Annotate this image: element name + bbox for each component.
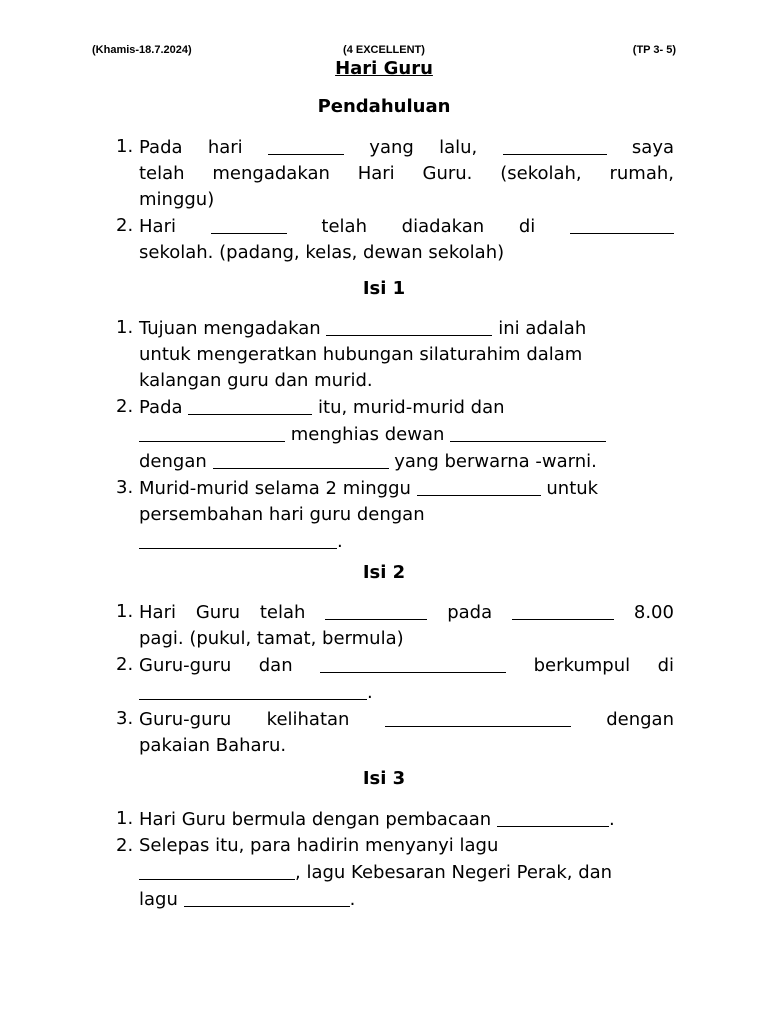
question-line: Guru-guru kelihatan dengan [139,706,674,733]
header-date: (Khamis-18.7.2024) [92,44,192,56]
question-line: persembahan hari guru dengan [139,504,425,525]
question-item [112,706,674,759]
answer-blank[interactable] [268,134,344,155]
header-tp: (TP 3- 5) [632,44,676,56]
question-item [112,315,674,394]
isi-3-list [112,806,674,913]
answer-blank[interactable] [450,421,606,442]
question-item [112,475,674,555]
answer-blank[interactable] [211,213,287,234]
pendahuluan-list [112,134,674,266]
question-line: menghias dewan [139,421,674,448]
question-line: Hari Guru bermula dengan pembacaan . [139,806,674,833]
answer-blank[interactable] [417,475,541,496]
header-level: (4 EXCELLENT) [343,44,425,56]
question-line: untuk mengeratkan hubungan silaturahim dalam [139,344,583,365]
question-item [112,394,674,475]
answer-blank[interactable] [326,315,492,336]
heading-isi-1: Isi 1 [362,278,406,299]
answer-blank[interactable] [385,706,571,727]
question-line: pakaian Baharu. [139,735,287,756]
question-item [112,806,674,833]
question-line: kalangan guru dan murid. [139,370,373,391]
question-item [112,833,674,913]
heading-isi-2: Isi 2 [362,562,406,583]
question-number: 1. [116,136,134,157]
question-line: . [139,679,674,706]
question-number: 1. [116,808,134,829]
answer-blank[interactable] [503,134,607,155]
question-number: 2. [116,654,134,675]
question-line: Murid-murid selama 2 minggu untuk [139,475,674,502]
answer-blank[interactable] [497,806,609,827]
isi-2-list [112,599,674,759]
question-line: Pada hari yang lalu, saya [139,134,674,161]
question-number: 1. [116,601,134,622]
answer-blank[interactable] [570,213,674,234]
heading-pendahuluan: Pendahuluan [317,96,451,117]
question-line: pagi. (pukul, tamat, bermula) [139,628,404,649]
heading-isi-3: Isi 3 [362,768,406,789]
page-title: Hari Guru [335,58,433,79]
question-line: lagu . [139,886,674,913]
question-item [112,652,674,706]
answer-blank[interactable] [512,599,614,620]
question-line: Hari telah diadakan di [139,213,674,240]
question-number: 2. [116,835,134,856]
answer-blank[interactable] [139,421,285,442]
question-line: sekolah. (padang, kelas, dewan sekolah) [139,242,505,263]
question-number: 2. [116,215,134,236]
isi-1-list [112,315,674,555]
question-line: Guru-guru dan berkumpul di [139,652,674,679]
answer-blank[interactable] [139,528,337,549]
question-line: Hari Guru telah pada 8.00 [139,599,674,626]
question-item [112,599,674,652]
question-line: , lagu Kebesaran Negeri Perak, dan [139,859,674,886]
answer-blank[interactable] [213,448,389,469]
question-line: Tujuan mengadakan ini adalah [139,315,674,342]
question-line: dengan yang berwarna -warni. [139,448,674,475]
answer-blank[interactable] [184,886,350,907]
answer-blank[interactable] [188,394,312,415]
question-line: . [139,528,674,555]
question-number: 3. [116,477,134,498]
question-line: Pada itu, murid-murid dan [139,394,674,421]
question-item [112,213,674,266]
question-number: 3. [116,708,134,729]
question-line: telah mengadakan Hari Guru. (sekolah, rumah, [139,163,674,184]
answer-blank[interactable] [139,859,295,880]
question-line: Selepas itu, para hadirin menyanyi lagu [139,835,499,856]
answer-blank[interactable] [320,652,506,673]
answer-blank[interactable] [139,679,367,700]
question-line: minggu) [139,189,215,210]
answer-blank[interactable] [325,599,427,620]
question-number: 1. [116,317,134,338]
question-item [112,134,674,213]
question-number: 2. [116,396,134,417]
